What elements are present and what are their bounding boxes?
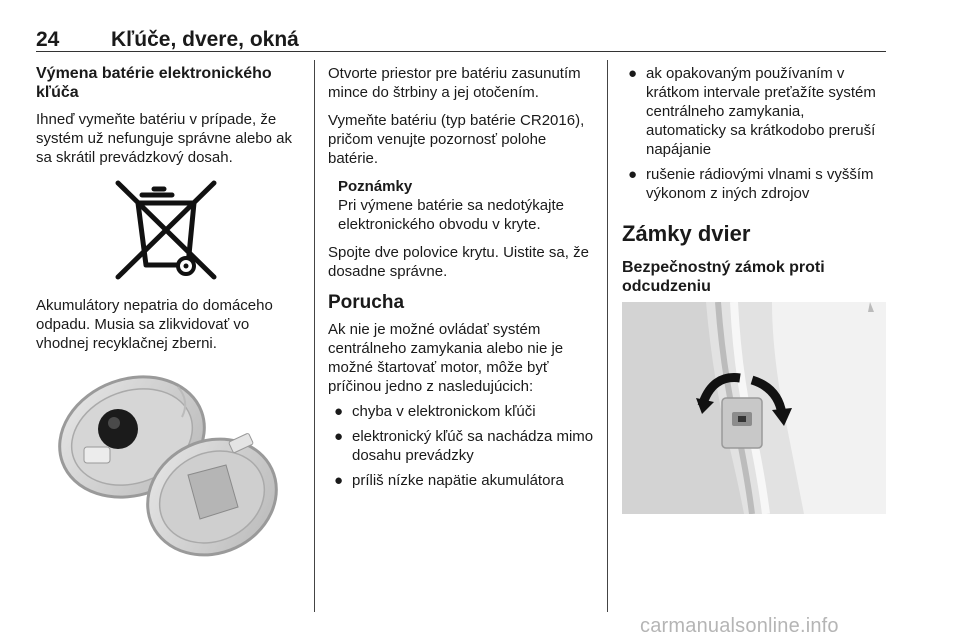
page-header — [36, 28, 886, 52]
battery-replace-heading: Výmena batérie elektronického kľúča — [36, 65, 272, 101]
note-text: Pri výmene batérie sa nedotýkajte elektronického obvodu v kryte. — [338, 197, 564, 233]
key-fob-illustration — [54, 367, 282, 561]
list-item: ● príliš nízke napätie akumulátora — [328, 471, 594, 490]
list-item: ● chyba v elektronickom kľúči — [328, 402, 594, 421]
open-battery-text: Otvorte priestor pre batériu zasunutím mince do štrbiny a jej otočením. — [328, 65, 581, 101]
list-item: ● rušenie rádiovými vlnami s vyšším výkonom z iných zdrojov — [622, 165, 886, 203]
header-rule — [36, 51, 886, 52]
bullet: ● — [334, 472, 344, 489]
disposal-text: Akumulátory nepatria do domáceho odpadu. Musia sa zlikvidovať vo vhodnej recyklačnej zberni. — [36, 297, 273, 352]
door-lock-illustration — [622, 302, 886, 514]
bullet: ● — [334, 428, 344, 445]
fault-heading: Porucha — [328, 292, 405, 313]
battery-replace-intro: Ihneď vymeňte batériu v prípade, že systém už nefunguje správne alebo ak sa skrátil prevádzkový dosah. — [36, 111, 292, 166]
door-locks-heading: Zámky dvier — [622, 221, 751, 246]
page-number: 24 — [36, 28, 60, 51]
list-item: ● elektronický kľúč sa nachádza mimo dosahu prevádzky — [328, 427, 594, 465]
column-2 — [328, 64, 594, 490]
bullet: ● — [334, 403, 344, 420]
bullet: ● — [628, 166, 638, 183]
column-divider-1 — [314, 60, 315, 612]
join-halves-text: Spojte dve polovice krytu. Uistite sa, že dosadne správne. — [328, 244, 589, 280]
replace-battery-text: Vymeňte batériu (typ batérie CR2016), pričom venujte pozornosť polohe batérie. — [328, 112, 585, 167]
anti-theft-lock-heading: Bezpečnostný zámok proti odcudzeniu — [622, 259, 825, 295]
crossed-bin-icon — [112, 177, 220, 281]
note-title: Poznámky — [338, 178, 413, 195]
column-1 — [36, 64, 302, 167]
list-item: ● ak opakovaným používaním v krátkom intervale preťažíte systém centrálneho zamykania, automaticky sa krátkodobo preruší napájanie — [622, 64, 886, 159]
column-divider-2 — [607, 60, 608, 612]
bullet: ● — [628, 65, 638, 82]
column-3 — [622, 64, 886, 296]
watermark: carmanualsonline.info — [640, 615, 839, 637]
chapter-title: Kľúče, dvere, okná — [111, 28, 299, 51]
fault-intro: Ak nie je možné ovládať systém centrálneho zamykania alebo nie je možné štartovať motor, môže byť príčinou jedno z nasledujúcich: — [328, 321, 564, 395]
